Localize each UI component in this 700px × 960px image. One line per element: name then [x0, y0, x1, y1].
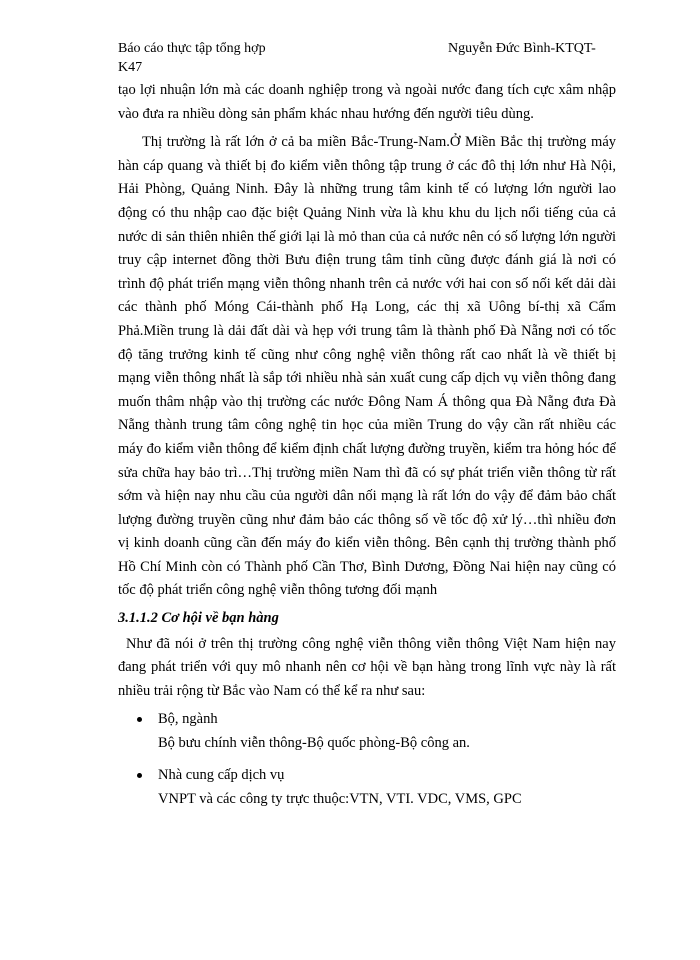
document-body	[118, 79, 616, 819]
paragraph-continuation: tạo lợi nhuận lớn mà các doanh nghiệp trong và ngoài nước đang tích cực xâm nhập vào đưa ra nhiều dòng sản phẩm khác nhau hướng đến người tiêu dùng.	[118, 82, 616, 122]
list-item-detail: Bộ bưu chính viễn thông-Bộ quốc phòng-Bộ công an.	[158, 735, 470, 752]
header-author-class: K47	[118, 60, 143, 75]
bullet-icon	[137, 773, 142, 778]
header-author: Nguyễn Đức Bình-KTQT-	[448, 41, 596, 56]
bullet-icon	[137, 717, 142, 722]
page-header	[118, 40, 618, 80]
list-item	[118, 707, 616, 731]
header-report-title: Báo cáo thực tập tổng hợp	[118, 41, 266, 56]
list-item	[118, 763, 616, 787]
list-item-label: Nhà cung cấp dịch vụ	[158, 767, 285, 784]
partner-list	[118, 707, 616, 811]
list-item-detail: VNPT và các công ty trực thuộc:VTN, VTI. VDC, VMS, GPC	[158, 791, 522, 808]
paragraph-market: Thị trường là rất lớn ở cả ba miền Bắc-Trung-Nam.Ở Miền Bắc thị trường máy hàn cáp quang và thiết bị đo kiểm viễn thông tập trung ở các đô thị lớn như Hà Nội, Hải Phòng, Quảng Ninh. Đây là những trung tâm kinh tế có lượng lớn người lao động có thu nhập cao đặc biệt Quảng Ninh vừa là khu khu du lịch nổi tiếng của cả nước di sản thiên nhiên thế giới lại là mỏ than của cả nước nên có số lượng lớn người truy cập internet đồng thời Bưu điện trung tâm tỉnh cũng được đánh giá là nơi có trình độ phát triển mạng viễn thông nhanh trên cả nước với hai con số nối kết dải dài các thành phố Móng Cái-thành phố Hạ Long, các thị xã Uông bí-thị xã Cẩm Phả.Miền trung là dải đất dài và hẹp với trung tâm là thành phố Đà Nẵng nơi có tốc độ tăng trưởng kinh tế cũng như công nghệ viễn thông rất cao nhất là về thiết bị mạng viễn thông nhất là sắp tới nhiều nhà sản xuất cung cấp dịch vụ viễn thông đang muốn thâm nhập vào thị trường các nước Đông Nam Á thông qua Đà Nẵng đưa Đà Nẵng thành trung tâm công nghệ tin học của miền Trung do vậy cần rất nhiều các máy đo kiểm viễn thông để kiểm định chất lượng đường truyền, kiểm tra hỏng hóc để sửa chữa hay bảo trì…Thị trường miền Nam thì đã có sự phát triển viễn thông từ rất sớm và hiện nay nhu cầu của người dân nối mạng là rất lớn do vậy để đảm bảo chất lượng đường truyền cũng như đảm bảo các thông số về tốc độ xử lý…thì nhiều đơn vị kinh doanh cũng cần đến máy đo kiển viễn thông. Bên cạnh thị trường thành phố Hồ Chí Minh còn có Thành phố Cần Thơ, Bình Dương, Đồng Nai hiện nay cũng có tốc độ phát triển công nghệ viễn thông tương đối mạnh	[118, 134, 616, 599]
list-item-label: Bộ, ngành	[158, 711, 218, 728]
section-heading: 3.1.1.2 Cơ hội về bạn hàng	[118, 610, 279, 627]
paragraph-partners: Như đã nói ở trên thị trường công nghệ viễn thông viễn thông Việt Nam hiện nay đang phát triển với quy mô nhanh nên cơ hội về bạn hàng trong lĩnh vực này là rất nhiều trải rộng từ Bắc vào Nam có thể kể ra như sau:	[118, 635, 616, 699]
